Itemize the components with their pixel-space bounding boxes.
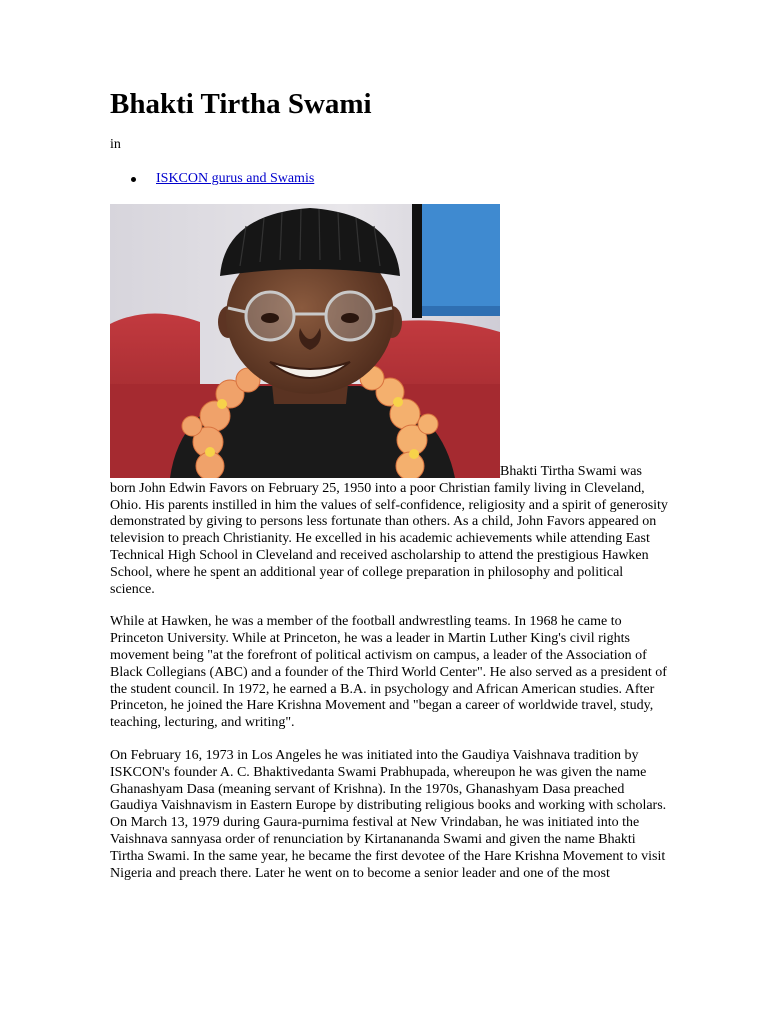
list-item (110, 171, 314, 187)
category-list (110, 171, 314, 187)
image-float-spacer (110, 464, 500, 478)
paragraph: On February 16, 1973 in Los Angeles he was initiated into the Gaudiya Vaishnava tradition by ISKCON's founder A. C. Bhaktivedanta Swami Prabhupada, whereupon he was given the name Ghanashyam Dasa (meaning servant of Krishna). In the 1970s, Ghanashyam Dasa preached Gaudiya Vaishnavism in Eastern Europe by distributing religious books and working with scholars. On March 13, 1979 during Gaura-purnima festival at New Vrindaban, he was initiated into the Vaishnava sannyasa order of renunciation by Kirtanananda Swami and given the name Bhakti Tirtha Swami. In the same year, he became the first devotee of the Hare Krishna Movement to visit Nigeria and preach there. Later he went on to become a senior leader and one of the most (110, 747, 667, 881)
paragraph (110, 464, 670, 598)
paragraph-text: Bhakti Tirtha Swami was born John Edwin Favors on February 25, 1950 into a poor Christian family living in Cleveland, Ohio. His parents instilled in him the values of self-confidence, religiosity and a spirit of generosity demonstrated by giving to persons less fortunate than others. As a child, John Favors appeared on television to preach Christianity. He excelled in his academic achievements while attending East Technical High School in Cleveland and received ascholarship to attend the prestigious Hawken School, where he spent an additional year of college preparation in philosophy and political science. (110, 464, 668, 597)
bullet-icon (131, 177, 136, 182)
portrait-photo (110, 204, 500, 478)
category-intro-label: in (110, 137, 121, 152)
portrait-image (110, 204, 500, 478)
page-title: Bhakti Tirtha Swami (110, 88, 372, 120)
article-body (110, 464, 670, 898)
category-link-iskcon-gurus[interactable]: ISKCON gurus and Swamis (156, 171, 315, 186)
paragraph: While at Hawken, he was a member of the football andwrestling teams. In 1968 he came to Princeton University. While at Princeton, he was a leader in Martin Luther King's civil rights movement being "at the forefront of political activism on campus, a leader of the Association of Black Collegians (ABC) and a founder of the Third World Center". He also served as a president of the student council. In 1972, he earned a B.A. in psychology and African American studies. After Princeton, he joined the Hare Krishna Movement and "began a career of worldwide travel, study, teaching, lecturing, and writing". (110, 614, 667, 731)
